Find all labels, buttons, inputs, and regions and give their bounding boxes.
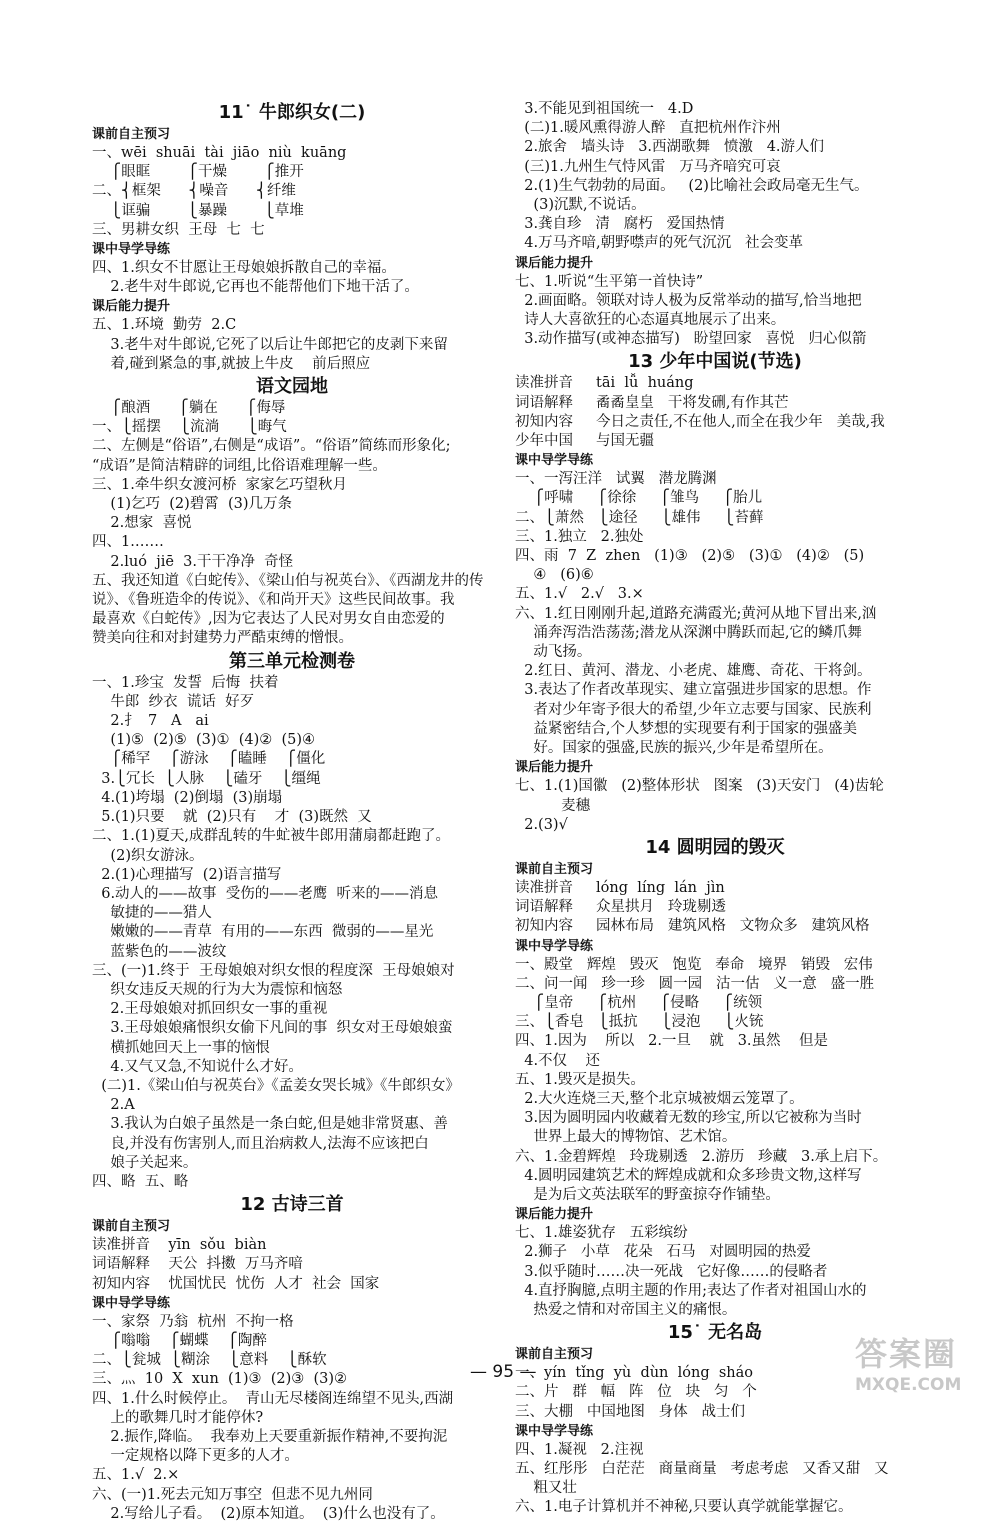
answer-line: 四、略 五、略 [92, 1173, 189, 1190]
answer-line: 3.王母娘娘痛恨织女偷下凡间的事 织女对王母娘娘蛮 [92, 1020, 453, 1037]
answer-line: 2.(1)心理描写 (2)语言描写 [92, 866, 282, 883]
watermark-logo [855, 1329, 985, 1399]
answer-line: 三、1.牵牛织女渡河桥 家家乞巧望秋月 [92, 476, 348, 493]
answer-line: 二、片 群 幅 阵 位 块 匀 个 [515, 1384, 757, 1401]
watermark-url: MXQE.COM [855, 1375, 962, 1395]
answer-line: 三、大棚 中国地图 身体 战士们 [515, 1403, 745, 1420]
answer-line: (二)1.《梁山伯与祝英台》《孟姜女哭长城》《牛郎织女》 [92, 1077, 460, 1094]
answer-line: 七、1.(1)国徽 (2)整体形状 图案 (3)天安门 (4)齿轮 [515, 778, 884, 795]
right-column [515, 100, 915, 1518]
answer-line: 五、1.√ 2.× [92, 1467, 180, 1484]
subsection-heading: 课中导学导练 [92, 242, 171, 258]
answer-line: 2.(3)√ [515, 816, 568, 833]
answer-line: 四、1.什么时候停止。 青山无尽楼阁连绵望不见头,西湖 [92, 1390, 454, 1407]
answer-line: 3.不能见到祖国统一 4.D [515, 101, 694, 117]
answer-line: 3.⎩冗长 ⎩人脉 ⎩磕牙 ⎩缰绳 [92, 770, 321, 787]
section-title: 11˙ 牛郎织女(二) [218, 102, 366, 123]
section-title: 15˙ 无名岛 [667, 1322, 763, 1344]
answer-line: 麦穗 [515, 797, 591, 814]
answer-line: 6.动人的——故事 受伤的——老鹰 听来的——消息 [92, 885, 438, 902]
answer-line: 着,碰到紧急的事,就披上牛皮 前后照应 [92, 355, 371, 372]
answer-line: 五、1.√ 2.√ 3.× [515, 586, 644, 603]
answer-line: 五、1.毁灭是损失。 [515, 1071, 645, 1088]
answer-line: 4.(1)垮塌 (2)倒塌 (3)崩塌 [92, 789, 283, 806]
answer-line: 一、一泻汪洋 试翼 潜龙腾渊 [515, 471, 717, 488]
answer-line: (1)乞巧 (2)碧霄 (3)几万条 [92, 496, 292, 513]
answer-line: 三、男耕女织 王母 七 七 [92, 221, 265, 238]
subsection-heading: 课前自主预习 [515, 861, 594, 877]
answer-line: ⎧呼啸 ⎧徐徐 ⎧雏鸟 ⎧胎儿 [515, 490, 763, 507]
answer-line: 四、1.织女不甘愿让王母娘娘拆散自己的幸福。 [92, 260, 396, 277]
answer-line: 好。国家的强盛,民族的振兴,少年是希望所在。 [515, 740, 833, 757]
answer-line: 牛郎 纱衣 谎话 好歹 [92, 693, 255, 710]
answer-line: 读准拼音 lóng líng lán jìn [515, 879, 725, 896]
subsection-heading: 课后能力提升 [515, 1207, 594, 1223]
answer-line: 上的歌舞几时才能停休? [92, 1409, 264, 1426]
subsection-heading: 课后能力提升 [515, 255, 594, 271]
subsection-heading: 课中导学导练 [92, 1295, 171, 1311]
answer-line: 三、⎩香皂 ⎩抵抗 ⎩浸泡 ⎩火铳 [515, 1014, 764, 1031]
answer-line: 2.老牛对牛郎说,它再也不能帮他们下地干活了。 [92, 279, 419, 296]
answer-line: 七、1.听说“生平第一首快诗” [515, 273, 704, 290]
answer-line: 初知内容 忧国忧民 忧伤 人才 社会 国家 [92, 1275, 380, 1292]
section-title: 12 古诗三首 [240, 1194, 344, 1216]
answer-line: 一、殿堂 辉煌 毁灭 饱览 奉命 境界 销毁 宏伟 [515, 956, 873, 973]
answer-line: 二、1.(1)夏天,成群乱转的牛虻被牛郎用蒲扇都赶跑了。 [92, 828, 450, 845]
answer-line: 二、问一闻 珍一珍 圆一园 沽一估 义一意 盛一胜 [515, 975, 875, 992]
answer-line: 2.狮子 小草 花朵 石马 对圆明园的热爱 [515, 1244, 811, 1261]
answer-line: 者对少年寄予很大的希望,少年立志要与国家、民族利 [515, 701, 872, 718]
page-number: — 95 — [470, 1362, 537, 1382]
answer-line: 2.写给儿子看。 (2)原本知道。 (3)什么也没有了。 [92, 1505, 445, 1522]
answer-line: 3.因为圆明园内收藏着无数的珍宝,所以它被称为当时 [515, 1110, 862, 1127]
subsection-heading: 课前自主预习 [515, 1347, 594, 1363]
answer-line: 世界上最大的博物馆、艺术馆。 [515, 1129, 737, 1146]
answer-line: 最喜欢《白蛇传》,因为它表达了人民对男女自由恋爱的 [92, 611, 445, 628]
answer-line: 4.圆明园建筑艺术的辉煌成就和众多珍贵文物,这样写 [515, 1167, 862, 1184]
answer-line: 3.动作描写(或神态描写) 盼望回家 喜悦 归心似箭 [515, 331, 867, 348]
answer-line: 说》、《鲁班造伞的传说》、《和尚开天》这些民间故事。我 [92, 592, 455, 609]
section-title: 第三单元检测卷 [229, 650, 355, 672]
answer-line: 2.扌 7 A ai [92, 713, 209, 730]
answer-line: 词语解释 众星拱月 玲珑剔透 [515, 899, 726, 916]
section-title: 14 圆明园的毁灭 [645, 836, 785, 858]
answer-line: 热爱之情和对帝国主义的痛恨。 [515, 1301, 737, 1318]
answer-line: 2.旅舍 墙头诗 3.西湖歌舞 愤激 4.游人们 [515, 139, 825, 156]
answer-line: 六、(一)1.死去元知万事空 但悲不见九州同 [92, 1486, 373, 1503]
answer-line: “成语”是简洁精辟的词组,比俗语难理解一些。 [92, 457, 387, 474]
section-title: 13 少年中国说(节选) [628, 351, 802, 373]
answer-line: (二)1.暖风熏得游人醉 直把杭州作汴州 [515, 120, 781, 137]
answer-line: 赞美向往和对封建势力严酷束缚的憎恨。 [92, 630, 353, 647]
answer-line: 2.画面略。领联对诗人极为反常举动的描写,恰当地把 [515, 292, 862, 309]
answer-line: 一、wēi shuāi tài jiāo niù kuāng [92, 145, 347, 161]
answer-line: 2.想家 喜悦 [92, 515, 192, 532]
answer-line: 敏捷的——猎人 [92, 905, 212, 922]
subsection-heading: 课后能力提升 [92, 299, 171, 315]
answer-line: 四、雨 7 Z zhen (1)③ (2)⑤ (3)① (4)② (5) [515, 548, 865, 565]
subsection-heading: 课后能力提升 [515, 760, 594, 776]
answer-line: 一、yín tǐng yù dùn lóng sháo [515, 1365, 753, 1382]
answer-line: (3)沉默,不说话。 [515, 197, 646, 214]
answer-line: 初知内容 园林布局 建筑风格 文物众多 建筑风格 [515, 918, 870, 935]
answer-line: 嫩嫩的——青草 有用的——东西 微弱的——星光 [92, 924, 434, 941]
answer-line: 3.龚自珍 清 腐朽 爱国热情 [515, 216, 725, 233]
subsection-heading: 课中导学导练 [515, 938, 594, 954]
answer-line: 五、1.环境 勤劳 2.C [92, 317, 237, 334]
answer-line: 粗又壮 [515, 1480, 577, 1497]
answer-line: 是为后文英法联军的野蛮掠夺作铺垫。 [515, 1186, 780, 1203]
answer-line: 五、我还知道《白蛇传》、《梁山伯与祝英台》、《西湖龙井的传 [92, 572, 484, 589]
answer-line: 四、1.…… [92, 534, 164, 551]
answer-line: 横抓她回天上一事的恼恨 [92, 1039, 270, 1056]
answer-line: 诗人大喜欲狂的心态逼真地展示了出来。 [515, 312, 786, 329]
answer-line: (2)织女游泳。 [92, 847, 204, 864]
answer-line: 3.似乎随时……决一死战 它好像……的侵略者 [515, 1263, 828, 1280]
subsection-heading: 课前自主预习 [92, 1219, 171, 1235]
answer-line: ⎧稀罕 ⎧游泳 ⎧瞌睡 ⎧僵化 [92, 751, 326, 768]
answer-line: 蓝紫色的——波纹 [92, 943, 227, 960]
answer-line: 一、1.珍宝 发誓 后悔 扶着 [92, 674, 279, 691]
answer-line: 六、1.红日刚刚升起,道路充满霞光;黄河从地下冒出来,汹 [515, 605, 877, 622]
answer-line: ⎧嗡嗡 ⎧蝴蝶 ⎧陶醉 [92, 1332, 267, 1349]
answer-line: 一定规格以降下更多的人才。 [92, 1448, 299, 1465]
left-column [92, 100, 492, 1524]
answer-line: 少年中国 与国无疆 [515, 433, 655, 450]
answer-line: 读准拼音 tāi lǚ huáng [515, 375, 694, 392]
answer-line: 4.不仅 还 [515, 1052, 600, 1069]
answer-line: 二、左侧是“俗语”,右侧是“成语”。“俗语”简练而形象化; [92, 438, 451, 455]
answer-line: 动飞扬。 [515, 644, 592, 661]
answer-line: 词语解释 矞矞皇皇 干将发硎,有作其芒 [515, 394, 789, 411]
answer-line: 二、⎨框架 ⎨噪音 ⎨纤维 [92, 183, 296, 200]
answer-line: 初知内容 今日之责任,不在他人,而全在我少年 美哉,我 [515, 413, 885, 430]
subsection-heading: 课前自主预习 [92, 127, 171, 142]
answer-line: 一、⎩摇摆 ⎩流淌 ⎩晦气 [92, 419, 287, 436]
answer-line: 六、1.金碧辉煌 玲珑剔透 2.游历 珍藏 3.承上启下。 [515, 1148, 888, 1165]
answer-line: 2.振作,降临。 我奉劝上天要重新振作精神,不要拘泥 [92, 1428, 448, 1445]
answer-line: 二、⎩瓮城 ⎩糊涂 ⎩意料 ⎩酥软 [92, 1352, 327, 1369]
answer-line: 四、1.因为 所以 2.一旦 就 3.虽然 但是 [515, 1033, 828, 1050]
answer-line: 2.红日、黄河、潜龙、小老虎、雄鹰、奇花、干将剑。 [515, 663, 872, 680]
answer-line: ⎧酿酒 ⎧躺在 ⎧侮辱 [92, 400, 286, 417]
answer-line: 3.表达了作者改革现实、建立富强进步国家的思想。作 [515, 682, 872, 699]
subsection-heading: 课中导学导练 [515, 1423, 594, 1439]
answer-line: 3.老牛对牛郎说,它死了以后让牛郎把它的皮剥下来留 [92, 336, 448, 353]
answer-line: 二、⎩萧然 ⎩途径 ⎩雄伟 ⎩苔藓 [515, 509, 764, 526]
answer-line: 一、家祭 乃翁 杭州 不拘一格 [92, 1313, 294, 1330]
answer-line: 读准拼音 yīn sǒu biàn [92, 1237, 267, 1254]
answer-line: 2.王母娘娘对抓回织女一事的重视 [92, 1001, 328, 1018]
subsection-heading: 课中导学导练 [515, 453, 594, 469]
answer-line: 六、1.电子计算机并不神秘,只要认真学就能掌握它。 [515, 1499, 853, 1516]
answer-line: 良,并没有伤害别人,而且治病救人,法海不应该把白 [92, 1135, 429, 1152]
section-title: 语文园地 [256, 376, 328, 398]
answer-line: 2.luó jiē 3.干干净净 奇怪 [92, 553, 294, 570]
answer-line: 织女违反天规的行为大为震惊和恼怒 [92, 981, 343, 998]
answer-line: 5.(1)只要 就 (2)只有 才 (3)既然 又 [92, 809, 372, 826]
answer-line: 益紧密结合,个人梦想的实现要有利于国家的强盛美 [515, 720, 858, 737]
answer-line: ⎩诓骗 ⎩暴躁 ⎩草堆 [92, 202, 304, 219]
answer-line: (1)⑤ (2)⑤ (3)① (4)② (5)④ [92, 732, 316, 749]
answer-line: 词语解释 天公 抖擞 万马齐喑 [92, 1256, 303, 1273]
answer-line: 2.(1)生气勃勃的局面。 (2)比喻社会政局毫无生气。 [515, 177, 869, 194]
answer-line: 4.万马齐喑,朝野噤声的死气沉沉 社会变革 [515, 235, 803, 252]
watermark-title: 答案圈 [855, 1335, 958, 1373]
answer-line: 2.A [92, 1097, 135, 1114]
answer-line: ⎧皇帝 ⎧杭州 ⎧侵略 ⎧统领 [515, 994, 763, 1011]
answer-line: ⎧眼眶 ⎧干燥 ⎧推开 [92, 164, 304, 181]
answer-line: 4.又气又急,不知说什么才好。 [92, 1058, 303, 1075]
answer-line: 娘子关起来。 [92, 1154, 198, 1171]
answer-line: (三)1.九州生气恃风雷 万马齐喑究可哀 [515, 158, 781, 175]
answer-line: 2.大火连烧三天,整个北京城被烟云笼罩了。 [515, 1090, 804, 1107]
answer-line: 三、1.独立 2.独处 [515, 528, 644, 545]
answer-line: 涌奔泻浩浩荡荡;潜龙从深渊中腾跃而起,它的鳞爪舞 [515, 624, 862, 641]
answer-line: 4.直抒胸臆,点明主题的作用;表达了作者对祖国山水的 [515, 1282, 867, 1299]
answer-line: 五、红彤彤 白茫茫 商量商量 考虑考虑 又香又甜 又 [515, 1460, 889, 1477]
answer-line: 四、1.凝视 2.注视 [515, 1441, 644, 1458]
answer-line: ④ (6)⑥ [515, 567, 594, 584]
answer-line: 3.我认为白娘子虽然是一条白蛇,但是她非常贤惠、善 [92, 1116, 448, 1133]
answer-line: 三、(一)1.终于 王母娘娘对织女恨的程度深 王母娘娘对 [92, 962, 455, 979]
answer-line: 三、灬 10 X xun (1)③ (2)③ (3)② [92, 1371, 348, 1388]
answer-line: 七、1.雄姿犹存 五彩缤纷 [515, 1225, 688, 1242]
